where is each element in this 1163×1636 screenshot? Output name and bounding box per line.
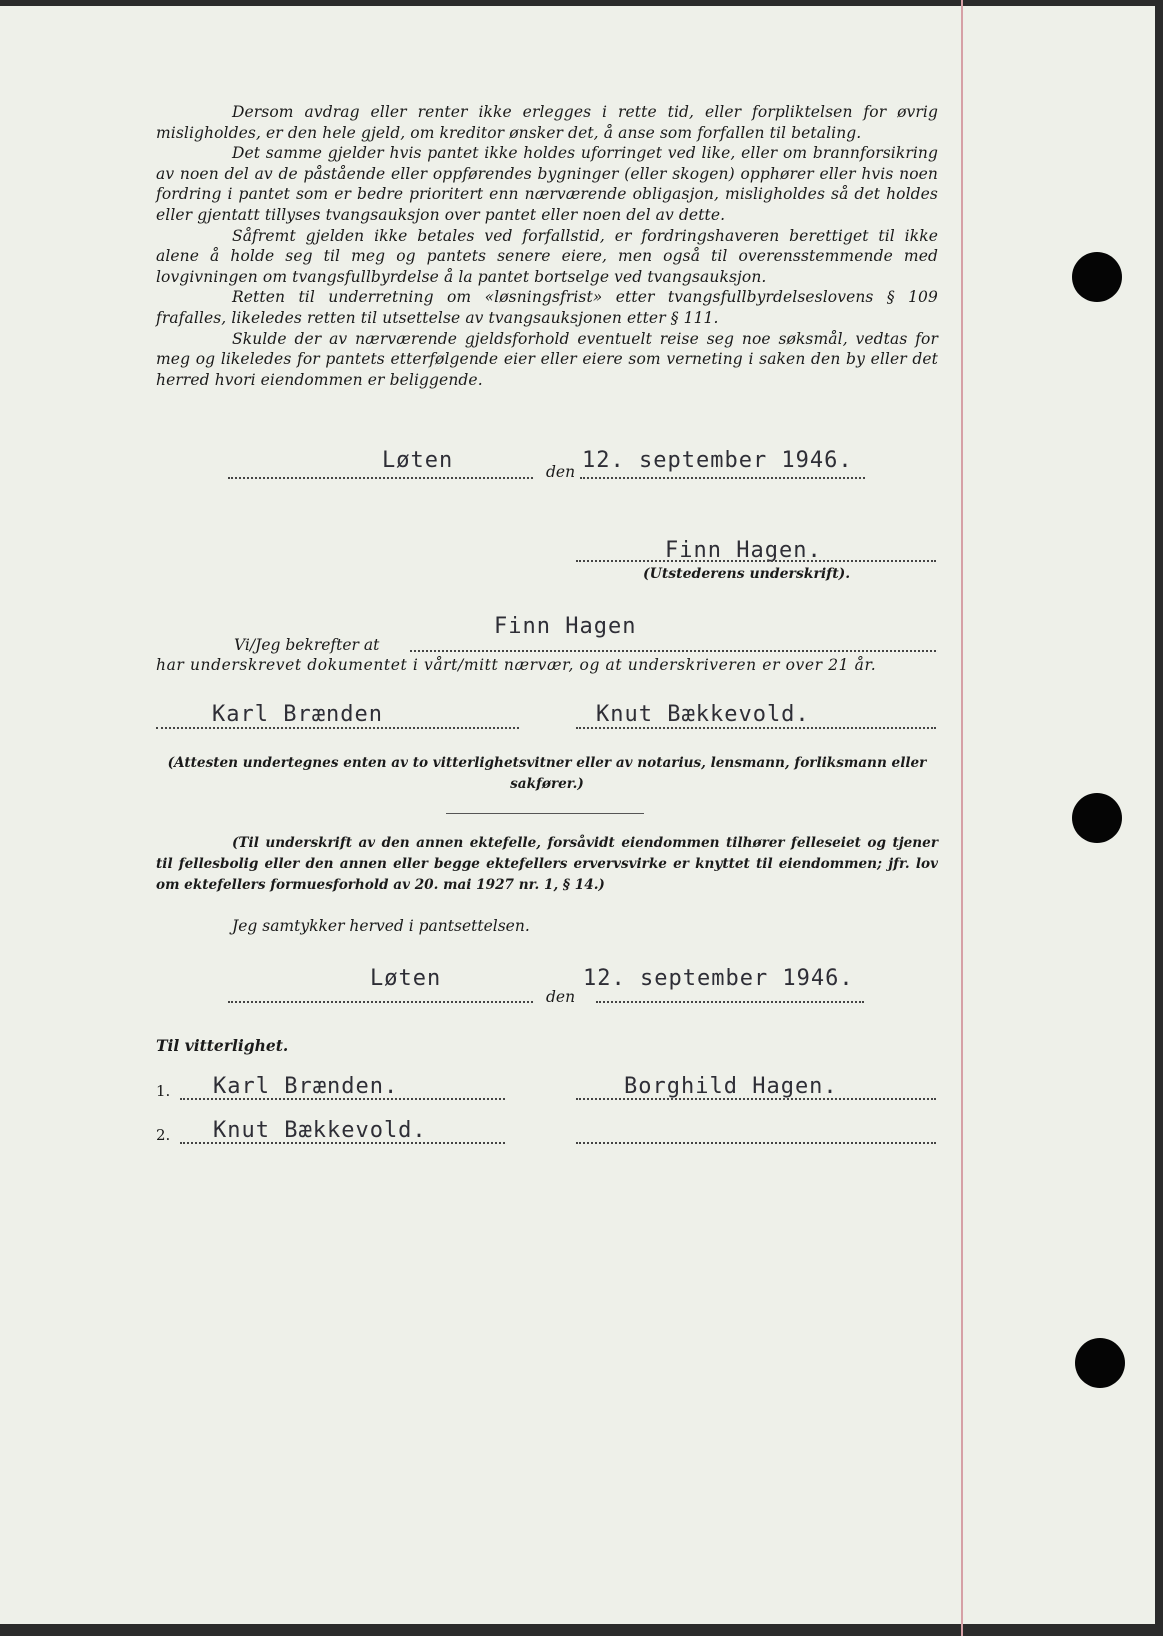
terms-paragraph: Det samme gjelder hvis pantet ikke holdes uforringet ved like, eller om brannforsikring av noen del av de påstående eller oppførendes bygninger (eller skogen) opphører eller hvis noen fordring i pantet som er bedre prioritert enn nærværende obligasjon, misligholdes så det holdes eller gjentatt tillyses tvangsauksjon over pantet eller noen del av dette. (156, 144, 938, 224)
margin-line (961, 0, 963, 1636)
attest-witness2: Knut Bækkevold. (596, 702, 810, 727)
terms-paragraph: Såfremt gjelden ikke betales ved forfallstid, er fordringshaveren berettiget til ikke alene å holde seg til meg og pantets senere eiere, men også til overensstemmende med lovgivningen om tvangsfullbyrdelse å la pantet bortselge ved tvangsauksjon. (156, 226, 938, 286)
scan-edge-bottom (0, 1624, 1163, 1636)
witness-1-line (180, 1098, 505, 1100)
date2-date: 12. september 1946. (583, 966, 854, 991)
attest-signer-line (410, 650, 936, 652)
scan-edge-top (0, 0, 1163, 6)
witness-number-2: 2. (156, 1126, 171, 1144)
attest-witness2-line (576, 727, 936, 729)
witness-1-signature: Karl Brænden. (213, 1074, 399, 1099)
issuer-caption: (Utstederens underskrift). (643, 566, 851, 582)
terms-paragraph: Retten til underretning om «løsningsfrist» etter tvangsfullbyrdelseslovens § 109 frafalles, likeledes retten til utsettelse av tvangsauksjonen etter § 111. (156, 288, 938, 327)
witness-2-signature: Knut Bækkevold. (213, 1118, 427, 1143)
punch-hole-icon (1072, 793, 1122, 843)
attest-prefix: Vi/Jeg bekrefter at (234, 636, 380, 654)
date1-den: den (546, 463, 576, 481)
date2-place: Løten (370, 966, 442, 991)
blank-signature-line (576, 1142, 936, 1144)
date1-place: Løten (382, 448, 454, 473)
attest-witness1: Karl Brænden (212, 702, 383, 727)
divider (446, 813, 644, 814)
issuer-signature-line (576, 560, 936, 562)
punch-hole-icon (1075, 1338, 1125, 1388)
date2-date-line (596, 1001, 864, 1003)
date1-place-line (228, 477, 533, 479)
issuer-signature: Finn Hagen. (665, 538, 822, 563)
date1-date: 12. september 1946. (582, 448, 853, 473)
witness-number-1: 1. (156, 1082, 171, 1100)
consent-text: Jeg samtykker herved i pantsettelsen. (232, 917, 530, 935)
terms-paragraph: Dersom avdrag eller renter ikke erlegges i rette tid, eller forpliktelsen for øvrig misligholdes, er den hele gjeld, om kreditor ønsker det, å anse som forfallen til betaling. (156, 103, 938, 142)
attest-witness1-line (156, 727, 519, 729)
spouse-signature-line (576, 1098, 936, 1100)
terms-paragraph: Skulde der av nærværende gjeldsforhold eventuelt reise seg noe søksmål, vedtas for meg og likeledes for pantets etterfølgende eier eller eiere som verneting i saken den by eller det herred hvori eiendommen er beliggende. (156, 329, 938, 389)
punch-hole-icon (1072, 252, 1122, 302)
attest-signer: Finn Hagen (494, 614, 637, 639)
terms-text (156, 102, 938, 390)
attest-statement: har underskrevet dokumentet i vårt/mitt nærvær, og at underskriveren er over 21 år. (156, 656, 877, 674)
date2-den: den (546, 988, 576, 1006)
spouse-signature: Borghild Hagen. (624, 1074, 838, 1099)
witness-2-line (180, 1142, 505, 1144)
spouse-note: (Til underskrift av den annen ektefelle, forsåvidt eiendommen tilhører felleseiet og tjener til fellesbolig eller den annen eller begge ektefellers ervervsvirke er knyttet til eiendommen; jfr. lov om ektefellers formuesforhold av 20. mai 1927 nr. 1, § 14.) (156, 835, 938, 893)
date2-place-line (228, 1001, 533, 1003)
witness-heading: Til vitterlighet. (156, 1036, 289, 1055)
scan-edge-right (1155, 0, 1163, 1636)
attest-note: (Attesten undertegnes enten av to vitterlighetsvitner eller av notarius, lensmann, forliksmann eller sakfører.) (167, 755, 927, 792)
date1-date-line (580, 477, 865, 479)
